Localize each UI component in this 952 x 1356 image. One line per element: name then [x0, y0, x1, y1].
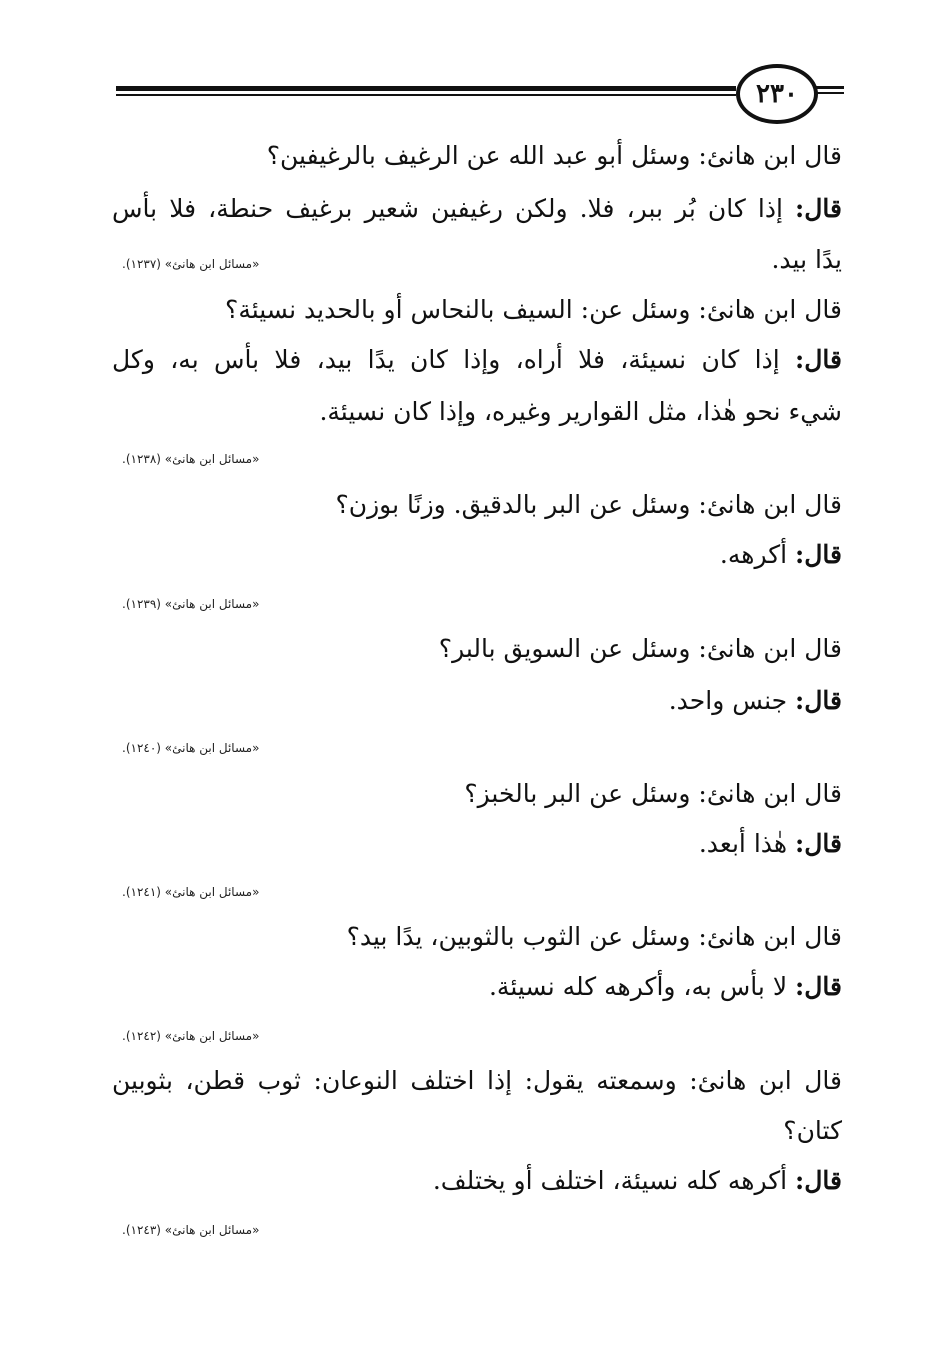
header-rule-thin — [116, 94, 736, 96]
text-line: قال: لا بأس به، وأكرهه كله نسيئة. — [488, 972, 842, 1001]
citation: «مسائل ابن هانئ» (١٢٣٩). — [122, 597, 260, 611]
citation: «مسائل ابن هانئ» (١٢٤٢). — [122, 1029, 260, 1043]
text-line: قال ابن هانئ: وسئل أبو عبد الله عن الرغيف بالرغيفين؟ — [266, 141, 842, 170]
citation: «مسائل ابن هانئ» (١٢٣٧). — [122, 257, 260, 271]
answer-label: قال: — [795, 829, 842, 858]
answer-label: قال: — [795, 194, 842, 223]
answer-label: قال: — [795, 972, 842, 1001]
header-rule-thick — [116, 86, 736, 91]
text-line: قال: إذا كان بُر ببر، فلا. ولكن رغيفين شعير برغيف حنطة، فلا بأس — [112, 194, 842, 223]
text-line: قال: أكرهه كله نسيئة، اختلف أو يختلف. — [432, 1166, 842, 1195]
page-header — [116, 58, 844, 126]
citation: «مسائل ابن هانئ» (١٢٤١). — [122, 885, 260, 899]
answer-label: قال: — [795, 1166, 842, 1195]
citation: «مسائل ابن هانئ» (١٢٤٣). — [122, 1223, 260, 1237]
text-line: قال ابن هانئ: وسئل عن: السيف بالنحاس أو بالحديد نسيئة؟ — [225, 295, 842, 324]
text-line: قال: هٰذا أبعد. — [698, 829, 842, 858]
text-line: قال ابن هانئ: وسئل عن البر بالخبز؟ — [464, 779, 842, 808]
text-line: قال ابن هانئ: وسئل عن السويق بالبر؟ — [438, 634, 842, 663]
answer-label: قال: — [795, 686, 842, 715]
page-number: ٢٣٠ — [736, 64, 818, 124]
text-line: كتان؟ — [783, 1116, 842, 1145]
answer-label: قال: — [795, 345, 842, 374]
text-line: يدًا بيد. — [771, 245, 842, 274]
text-line: شيء نحو هٰذا، مثل القوارير وغيره، وإذا كان نسيئة. — [319, 397, 842, 426]
text-line: قال: إذا كان نسيئة، فلا أراه، وإذا كان يدًا بيد، فلا بأس به، وكل — [112, 345, 842, 374]
text-line: قال ابن هانئ: وسئل عن الثوب بالثوبين، يدًا بيد؟ — [346, 922, 842, 951]
text-line: قال ابن هانئ: وسئل عن البر بالدقيق. وزنًا بوزن؟ — [335, 490, 842, 519]
text-line: قال: جنس واحد. — [668, 686, 842, 715]
text-line: قال: أكرهه. — [719, 540, 842, 569]
citation: «مسائل ابن هانئ» (١٢٤٠). — [122, 741, 260, 755]
answer-label: قال: — [795, 540, 842, 569]
citation: «مسائل ابن هانئ» (١٢٣٨). — [122, 452, 260, 466]
text-line: قال ابن هانئ: وسمعته يقول: إذا اختلف النوعان: ثوب قطن، بثوبين — [112, 1066, 842, 1095]
